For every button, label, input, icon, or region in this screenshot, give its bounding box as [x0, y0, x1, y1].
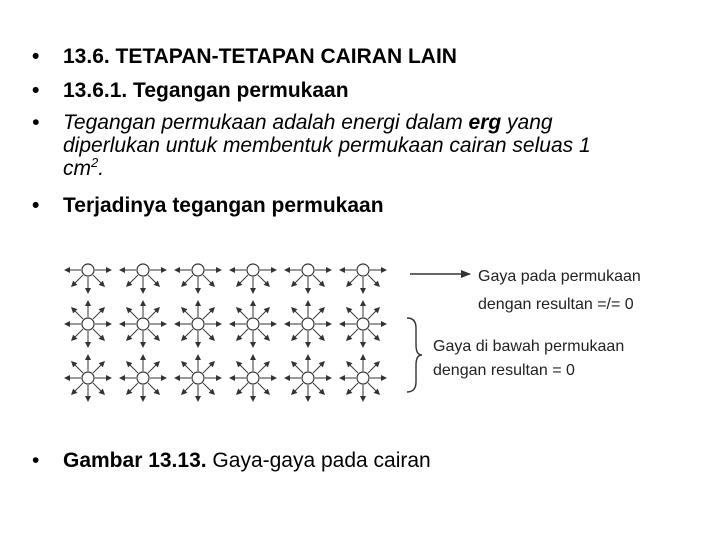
surface-molecule: [137, 264, 149, 276]
bulk-molecule: [192, 372, 204, 384]
definition-unit-exponent: 2: [91, 155, 99, 170]
bulk-molecule: [82, 372, 94, 384]
force-arrow: [182, 329, 193, 340]
force-arrow: [258, 383, 269, 394]
surface-force-label-line-1: Gaya pada permukaan: [478, 268, 641, 285]
caption-figure-number: Gambar 13.13.: [63, 449, 207, 472]
force-arrow: [368, 362, 379, 373]
bulk-molecule: [137, 372, 149, 384]
definition-line-1-post: yang: [501, 111, 553, 134]
force-arrow: [127, 383, 138, 394]
force-arrow: [148, 383, 159, 394]
force-arrow: [313, 383, 324, 394]
force-arrow: [347, 329, 358, 340]
bulk-molecule: [192, 318, 204, 330]
bulk-molecule: [247, 318, 259, 330]
definition-line-2: diperlukan untuk membentuk permukaan cairan seluas 1: [63, 134, 591, 157]
definition-keyword: erg: [468, 111, 502, 134]
definition-line-3: [63, 157, 683, 180]
force-arrow: [292, 329, 303, 340]
force-arrow: [127, 275, 138, 286]
force-arrow: [237, 383, 248, 394]
force-arrow: [72, 329, 83, 340]
bullet-marker: •: [32, 449, 40, 472]
force-arrow: [237, 362, 248, 373]
force-arrow: [93, 329, 104, 340]
force-arrow: [237, 275, 248, 286]
force-arrow: [368, 275, 379, 286]
force-arrow: [292, 383, 303, 394]
bulk-molecule: [137, 318, 149, 330]
surface-molecule: [357, 264, 369, 276]
bullet-marker: •: [32, 194, 40, 217]
force-arrow: [258, 308, 269, 319]
force-arrow: [313, 308, 324, 319]
force-arrow: [182, 308, 193, 319]
force-arrow: [292, 308, 303, 319]
force-arrow: [347, 308, 358, 319]
section-heading: 13.6. TETAPAN-TETAPAN CAIRAN LAIN: [63, 45, 457, 68]
force-arrow: [72, 362, 83, 373]
force-arrow: [72, 308, 83, 319]
bulk-molecule: [357, 372, 369, 384]
force-arrow: [148, 362, 159, 373]
surface-force-label-line-2: dengan resultan =/= 0: [478, 296, 634, 313]
below-surface-brace: [407, 318, 422, 392]
force-arrow: [203, 362, 214, 373]
force-arrow: [93, 362, 104, 373]
force-arrow: [347, 275, 358, 286]
force-arrow: [182, 275, 193, 286]
force-arrow: [127, 362, 138, 373]
force-arrow: [182, 362, 193, 373]
force-arrow: [203, 308, 214, 319]
force-arrow: [313, 275, 324, 286]
surface-tension-figure: [55, 250, 685, 415]
molecule-grid: [65, 264, 386, 401]
subsection-heading: 13.6.1. Tegangan permukaan: [63, 79, 349, 102]
force-arrow: [148, 275, 159, 286]
bullet-marker: •: [32, 111, 40, 134]
bulk-molecule: [357, 318, 369, 330]
figure-intro-heading: Terjadinya tegangan permukaan: [63, 194, 384, 217]
force-arrow: [93, 308, 104, 319]
force-arrow: [203, 275, 214, 286]
caption-text: [63, 449, 683, 472]
surface-molecule: [82, 264, 94, 276]
force-arrow: [93, 275, 104, 286]
force-arrow: [292, 275, 303, 286]
bulk-molecule: [302, 318, 314, 330]
force-arrow: [72, 383, 83, 394]
definition-line-1: [63, 111, 683, 134]
bulk-molecule: [247, 372, 259, 384]
force-arrow: [258, 329, 269, 340]
force-arrow: [292, 362, 303, 373]
bulk-molecule: [82, 318, 94, 330]
surface-molecule: [247, 264, 259, 276]
molecule-force-diagram: [55, 250, 685, 410]
bulk-molecule: [302, 372, 314, 384]
force-arrow: [148, 329, 159, 340]
force-arrow: [368, 308, 379, 319]
force-arrow: [72, 275, 83, 286]
force-arrow: [347, 383, 358, 394]
force-arrow: [258, 362, 269, 373]
force-arrow: [258, 275, 269, 286]
force-arrow: [368, 383, 379, 394]
definition-line-1-pre: Tegangan permukaan adalah energi dalam: [63, 111, 469, 134]
force-arrow: [347, 362, 358, 373]
definition-end-punct: .: [98, 157, 105, 180]
force-arrow: [237, 308, 248, 319]
below-surface-label-line-1: Gaya di bawah permukaan: [433, 338, 625, 355]
force-arrow: [182, 383, 193, 394]
force-arrow: [127, 329, 138, 340]
force-arrow: [368, 329, 379, 340]
bullet-marker: •: [32, 79, 40, 102]
force-arrow: [313, 362, 324, 373]
caption-description: Gaya-gaya pada cairan: [206, 449, 431, 472]
definition-unit: cm: [63, 157, 91, 180]
force-arrow: [313, 329, 324, 340]
surface-molecule: [192, 264, 204, 276]
force-arrow: [93, 383, 104, 394]
definition-text: [63, 111, 683, 180]
force-arrow: [203, 383, 214, 394]
surface-molecule: [302, 264, 314, 276]
force-arrow: [127, 308, 138, 319]
bullet-marker: •: [32, 45, 40, 68]
force-arrow: [148, 308, 159, 319]
force-arrow: [203, 329, 214, 340]
force-arrow: [237, 329, 248, 340]
below-surface-label-line-2: dengan resultan = 0: [433, 362, 575, 379]
